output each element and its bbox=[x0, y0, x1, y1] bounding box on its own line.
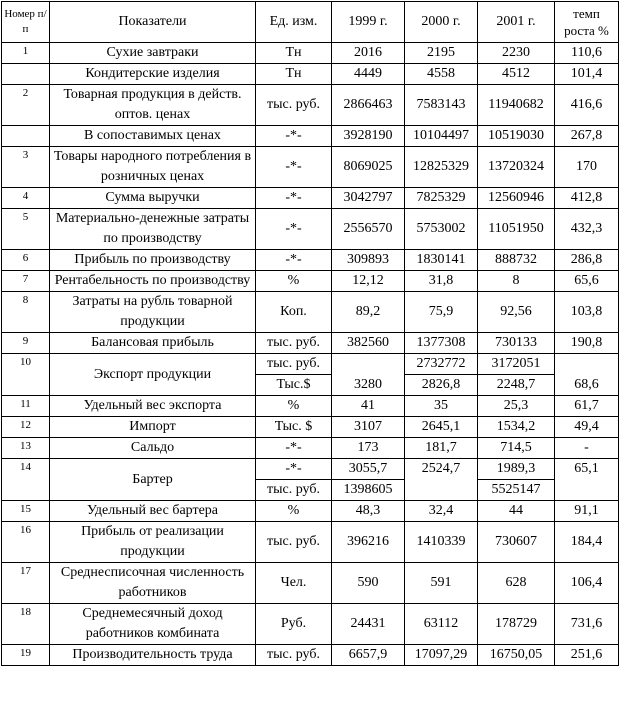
table-row bbox=[2, 396, 619, 417]
row-indicator: Импорт bbox=[50, 417, 256, 438]
row-indicator: Сухие завтраки bbox=[50, 43, 256, 64]
row-value-2000: 2826,8 bbox=[405, 375, 478, 396]
row-value-1999: 2866463 bbox=[332, 85, 405, 126]
table-row bbox=[2, 126, 619, 147]
row-value-2000 bbox=[405, 480, 478, 501]
row-value-1999 bbox=[332, 354, 405, 375]
row-value-2001: 2230 bbox=[478, 43, 555, 64]
row-indicator: Удельный вес экспорта bbox=[50, 396, 256, 417]
row-value-1999: 3280 bbox=[332, 375, 405, 396]
row-rate: 190,8 bbox=[555, 333, 619, 354]
row-value-2001: 730607 bbox=[478, 522, 555, 563]
row-value-1999: 8069025 bbox=[332, 147, 405, 188]
row-value-1999: 6657,9 bbox=[332, 645, 405, 666]
row-rate: 65,6 bbox=[555, 271, 619, 292]
row-value-1999: 3042797 bbox=[332, 188, 405, 209]
row-value-2000: 10104497 bbox=[405, 126, 478, 147]
row-value-2001: 11051950 bbox=[478, 209, 555, 250]
row-indicator: Производительность труда bbox=[50, 645, 256, 666]
row-value-1999: 173 bbox=[332, 438, 405, 459]
row-value-2001: 25,3 bbox=[478, 396, 555, 417]
row-value-2000: 591 bbox=[405, 563, 478, 604]
table-row bbox=[2, 188, 619, 209]
row-unit: Чел. bbox=[256, 563, 332, 604]
table-row bbox=[2, 43, 619, 64]
row-rate: 61,7 bbox=[555, 396, 619, 417]
row-unit: -*- bbox=[256, 209, 332, 250]
row-rate: 49,4 bbox=[555, 417, 619, 438]
row-indicator: В сопоставимых ценах bbox=[50, 126, 256, 147]
row-indicator: Сальдо bbox=[50, 438, 256, 459]
row-indicator: Кондитерские изделия bbox=[50, 64, 256, 85]
row-value-2001: 44 bbox=[478, 501, 555, 522]
row-rate: 106,4 bbox=[555, 563, 619, 604]
row-num bbox=[2, 126, 50, 147]
row-num: 14 bbox=[2, 459, 50, 501]
table-row bbox=[2, 85, 619, 126]
row-value-2000: 1830141 bbox=[405, 250, 478, 271]
row-num: 16 bbox=[2, 522, 50, 563]
row-unit: -*- bbox=[256, 459, 332, 480]
row-value-2001: 10519030 bbox=[478, 126, 555, 147]
row-value-1999: 89,2 bbox=[332, 292, 405, 333]
row-num: 11 bbox=[2, 396, 50, 417]
row-rate bbox=[555, 354, 619, 375]
row-indicator: Среднемесячный доход работников комбината bbox=[50, 604, 256, 645]
row-value-2001: 888732 bbox=[478, 250, 555, 271]
row-indicator: Материально-денежные затраты по производству bbox=[50, 209, 256, 250]
row-num bbox=[2, 64, 50, 85]
row-unit: -*- bbox=[256, 126, 332, 147]
header-row bbox=[2, 2, 619, 43]
row-unit: -*- bbox=[256, 147, 332, 188]
row-indicator: Рентабельность по производству bbox=[50, 271, 256, 292]
indicators-table bbox=[1, 1, 619, 666]
row-num: 2 bbox=[2, 85, 50, 126]
row-rate bbox=[555, 480, 619, 501]
row-indicator: Бартер bbox=[50, 459, 256, 501]
row-rate: 286,8 bbox=[555, 250, 619, 271]
row-value-2000: 1410339 bbox=[405, 522, 478, 563]
row-rate: - bbox=[555, 438, 619, 459]
header-2001: 2001 г. bbox=[478, 2, 555, 43]
row-value-2001: 11940682 bbox=[478, 85, 555, 126]
row-indicator: Прибыль по производству bbox=[50, 250, 256, 271]
table-row-barter-a bbox=[2, 459, 619, 480]
row-value-2000: 32,4 bbox=[405, 501, 478, 522]
table-row bbox=[2, 209, 619, 250]
row-unit: -*- bbox=[256, 250, 332, 271]
header-num: Номер п/п bbox=[2, 2, 50, 43]
row-value-2001: 92,56 bbox=[478, 292, 555, 333]
row-indicator: Сумма выручки bbox=[50, 188, 256, 209]
row-indicator: Товары народного потребления в розничных ценах bbox=[50, 147, 256, 188]
table-row bbox=[2, 501, 619, 522]
row-rate: 91,1 bbox=[555, 501, 619, 522]
row-unit: Тыс. $ bbox=[256, 417, 332, 438]
row-value-2001: 3172051 bbox=[478, 354, 555, 375]
row-value-2000: 12825329 bbox=[405, 147, 478, 188]
row-rate: 68,6 bbox=[555, 375, 619, 396]
row-value-1999: 3055,7 bbox=[332, 459, 405, 480]
row-num: 4 bbox=[2, 188, 50, 209]
table-row bbox=[2, 271, 619, 292]
row-value-1999: 396216 bbox=[332, 522, 405, 563]
row-value-1999: 48,3 bbox=[332, 501, 405, 522]
row-value-2000: 63112 bbox=[405, 604, 478, 645]
row-num: 17 bbox=[2, 563, 50, 604]
row-value-2001: 2248,7 bbox=[478, 375, 555, 396]
row-value-2001: 5525147 bbox=[478, 480, 555, 501]
row-num: 8 bbox=[2, 292, 50, 333]
row-value-2000: 1377308 bbox=[405, 333, 478, 354]
row-unit: -*- bbox=[256, 438, 332, 459]
row-rate: 101,4 bbox=[555, 64, 619, 85]
row-num: 3 bbox=[2, 147, 50, 188]
table-row bbox=[2, 292, 619, 333]
row-value-1999: 590 bbox=[332, 563, 405, 604]
row-value-2000: 75,9 bbox=[405, 292, 478, 333]
row-indicator: Затраты на рубль товарной продукции bbox=[50, 292, 256, 333]
table-row bbox=[2, 147, 619, 188]
row-value-2000: 35 bbox=[405, 396, 478, 417]
row-unit: Тн bbox=[256, 64, 332, 85]
row-rate: 412,8 bbox=[555, 188, 619, 209]
table-row-export-a bbox=[2, 354, 619, 375]
table-row bbox=[2, 417, 619, 438]
row-value-2000: 181,7 bbox=[405, 438, 478, 459]
row-unit: тыс. руб. bbox=[256, 522, 332, 563]
row-rate: 251,6 bbox=[555, 645, 619, 666]
row-indicator: Среднесписочная численность работников bbox=[50, 563, 256, 604]
table-row bbox=[2, 333, 619, 354]
row-value-2000: 2732772 bbox=[405, 354, 478, 375]
row-indicator: Товарная продукция в действ. оптов. ценах bbox=[50, 85, 256, 126]
row-unit: % bbox=[256, 271, 332, 292]
row-value-2000: 4558 bbox=[405, 64, 478, 85]
row-value-2000: 2524,7 bbox=[405, 459, 478, 480]
row-num: 10 bbox=[2, 354, 50, 396]
row-rate: 184,4 bbox=[555, 522, 619, 563]
row-value-2001: 1534,2 bbox=[478, 417, 555, 438]
row-unit: Тн bbox=[256, 43, 332, 64]
row-indicator: Балансовая прибыль bbox=[50, 333, 256, 354]
row-value-1999: 24431 bbox=[332, 604, 405, 645]
row-num: 9 bbox=[2, 333, 50, 354]
row-num: 12 bbox=[2, 417, 50, 438]
row-unit: тыс. руб. bbox=[256, 645, 332, 666]
row-value-2000: 7583143 bbox=[405, 85, 478, 126]
row-value-2001: 714,5 bbox=[478, 438, 555, 459]
table-row bbox=[2, 438, 619, 459]
table-row bbox=[2, 250, 619, 271]
table-row bbox=[2, 522, 619, 563]
row-unit: тыс. руб. bbox=[256, 333, 332, 354]
row-value-2001: 8 bbox=[478, 271, 555, 292]
row-value-2000: 7825329 bbox=[405, 188, 478, 209]
row-rate: 267,8 bbox=[555, 126, 619, 147]
row-value-2001: 13720324 bbox=[478, 147, 555, 188]
row-unit: -*- bbox=[256, 188, 332, 209]
header-indicator: Показатели bbox=[50, 2, 256, 43]
table-row bbox=[2, 645, 619, 666]
row-num: 5 bbox=[2, 209, 50, 250]
row-num: 13 bbox=[2, 438, 50, 459]
header-2000: 2000 г. bbox=[405, 2, 478, 43]
row-value-1999: 309893 bbox=[332, 250, 405, 271]
table-row bbox=[2, 563, 619, 604]
row-unit: % bbox=[256, 501, 332, 522]
row-value-2001: 1989,3 bbox=[478, 459, 555, 480]
row-num: 7 bbox=[2, 271, 50, 292]
row-value-2001: 730133 bbox=[478, 333, 555, 354]
row-indicator: Удельный вес бартера bbox=[50, 501, 256, 522]
row-unit: тыс. руб. bbox=[256, 480, 332, 501]
row-value-1999: 41 bbox=[332, 396, 405, 417]
row-rate: 170 bbox=[555, 147, 619, 188]
row-value-2001: 4512 bbox=[478, 64, 555, 85]
row-value-1999: 2016 bbox=[332, 43, 405, 64]
row-unit: тыс. руб. bbox=[256, 354, 332, 375]
row-rate: 432,3 bbox=[555, 209, 619, 250]
row-value-2001: 16750,05 bbox=[478, 645, 555, 666]
row-value-2000: 31,8 bbox=[405, 271, 478, 292]
row-value-2000: 17097,29 bbox=[405, 645, 478, 666]
row-unit: % bbox=[256, 396, 332, 417]
row-unit: тыс. руб. bbox=[256, 85, 332, 126]
row-unit: Коп. bbox=[256, 292, 332, 333]
row-num: 18 bbox=[2, 604, 50, 645]
row-value-2000: 2195 bbox=[405, 43, 478, 64]
row-rate: 65,1 bbox=[555, 459, 619, 480]
row-rate: 416,6 bbox=[555, 85, 619, 126]
row-value-1999: 12,12 bbox=[332, 271, 405, 292]
header-unit: Ед. изм. bbox=[256, 2, 332, 43]
row-value-1999: 1398605 bbox=[332, 480, 405, 501]
row-value-2000: 5753002 bbox=[405, 209, 478, 250]
row-rate: 110,6 bbox=[555, 43, 619, 64]
table-row bbox=[2, 64, 619, 85]
row-num: 6 bbox=[2, 250, 50, 271]
row-rate: 731,6 bbox=[555, 604, 619, 645]
row-num: 19 bbox=[2, 645, 50, 666]
row-value-2001: 178729 bbox=[478, 604, 555, 645]
table-row bbox=[2, 604, 619, 645]
row-value-1999: 4449 bbox=[332, 64, 405, 85]
row-num: 1 bbox=[2, 43, 50, 64]
row-value-1999: 2556570 bbox=[332, 209, 405, 250]
row-indicator: Экспорт продукции bbox=[50, 354, 256, 396]
row-value-2000: 2645,1 bbox=[405, 417, 478, 438]
row-unit: Руб. bbox=[256, 604, 332, 645]
row-unit: Тыс.$ bbox=[256, 375, 332, 396]
row-value-2001: 12560946 bbox=[478, 188, 555, 209]
row-value-1999: 3107 bbox=[332, 417, 405, 438]
row-num: 15 bbox=[2, 501, 50, 522]
row-indicator: Прибыль от реализации продукции bbox=[50, 522, 256, 563]
row-value-1999: 382560 bbox=[332, 333, 405, 354]
header-1999: 1999 г. bbox=[332, 2, 405, 43]
row-value-1999: 3928190 bbox=[332, 126, 405, 147]
row-value-2001: 628 bbox=[478, 563, 555, 604]
header-rate: темп роста % bbox=[555, 2, 619, 43]
row-rate: 103,8 bbox=[555, 292, 619, 333]
